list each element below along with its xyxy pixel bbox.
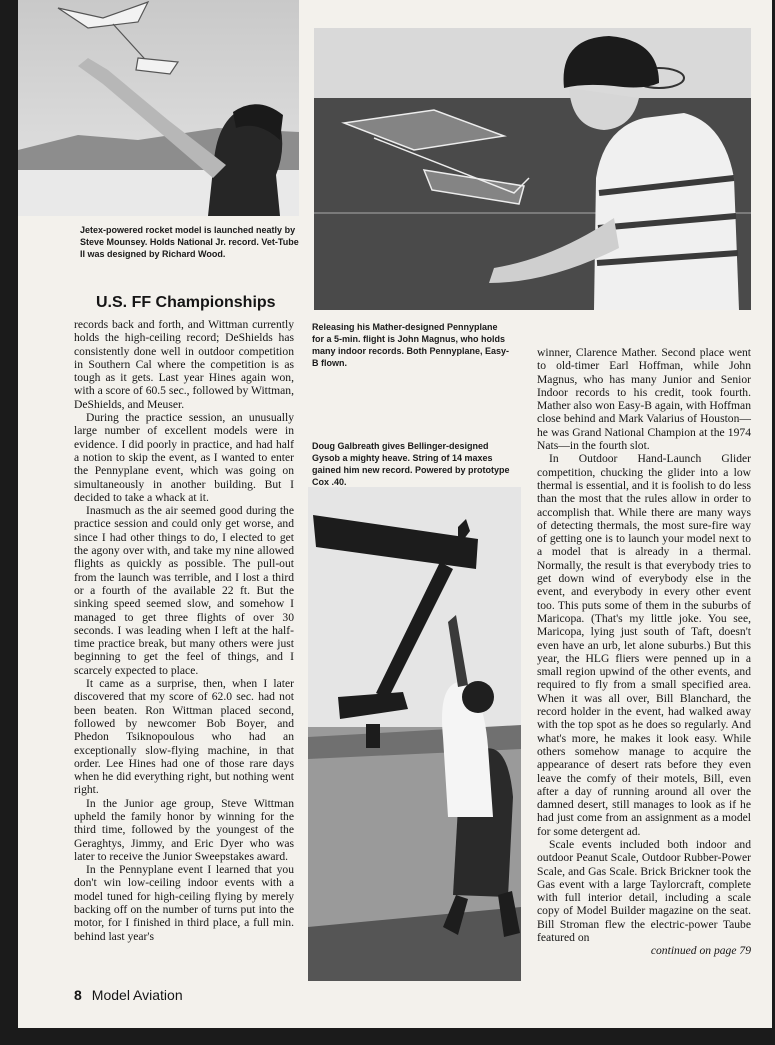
paragraph: During the practice session, an unusually large number of excellent models were in evidence. I did poorly in practice, and had half a notion to skip the event, as I wanted to enter the Pennyplane event, which was going on simultaneously in another building. But I decided to take a whack at it. [74, 411, 294, 504]
pennyplane-illustration [314, 28, 751, 310]
paragraph: It came as a surprise, then, when I later discovered that my score of 62.0 sec. had not been beaten. Ron Wittman placed second, followed by newcomer Bob Boyer, and Phedon Tsiknopoulous who had an exceptionally slow-flying machine, in that order. Lee Hines had one of those rare days when he did everything right, but nothing went right. [74, 677, 294, 797]
paragraph: Scale events included both indoor and outdoor Peanut Scale, Outdoor Rubber-Power Scale, and Gas Scale. Brick Brickner took the Gas event with a large Taylorcraft, complete with full interior detail, including a scale copy of Model Builder magazine on the seat. Bill Stroman flew the electric-power Taube featured on [537, 837, 751, 945]
caption-jetex: Jetex-powered rocket model is launched neatly by Steve Mounsey. Holds National Jr. record. Vet-Tube II was designed by Richard Wood. [80, 225, 299, 259]
photo-magnus-pennyplane [314, 28, 751, 310]
left-column [74, 318, 294, 943]
caption-magnus: Releasing his Mather-designed Pennyplane for a 5-min. flight is John Magnus, who holds many indoor records. Both Pennyplane, Easy-B flown. [312, 322, 510, 368]
gysob-launch-illustration [308, 487, 521, 981]
paragraph: winner, Clarence Mather. Second place went to old-timer Earl Hoffman, while John Magnus, who has many Junior and Senior Indoor records to his credit, took fourth. Mather also won Easy-B again, with Hoffman close behind and Mark Valarius of Houston—he was Grand National Champion at the 1974 Nats—in the fourth slot. [537, 346, 751, 453]
right-column [537, 346, 751, 958]
paragraph: In the Junior age group, Steve Wittman upheld the family honor by winning for the third time, followed by the youngest of the Geraghtys, Jimmy, and Eric Dyer who was later to receive the Junior Sweepstakes award. [74, 796, 294, 863]
page-number: 8 [74, 987, 82, 1003]
magazine-page [18, 0, 772, 1028]
paragraph: In Outdoor Hand-Launch Glider competition, chucking the glider into a low thermal is essential, and it is foolish to do less than the most that the rules allow in order to accomplish that. While there are many ways of detecting thermals, the most sure-fire way of getting one is to launch your model next to a model that is already in a thermal. Normally, the result is that everybody tries to get down wind of everybody else in the event, and everybody in every other event too. This puts some of them in the suburbs of Maricopa. (That's my little joke. You see, Maricopa, lying just south of Taft, doesn't even have an urb, let alone suburbs.) But this year, the HLG fliers were penned up in a small region upwind of the other events, and required to fly from a small specified area. When it was all over, Bill Blanchard, the record holder in the event, had walked away with the top spot as he does so regularly. And what's more, he makes it look easy. While others somehow manage to acquire the appearance of desert rats before they even leave the comfy of their motels, Bill, even after a day of running around all over the damned desert, still manages to look as if he had just come from an assignment as a model for some detergent ad. [537, 452, 751, 838]
photo-galbreath-gysob [308, 487, 521, 981]
magazine-name: Model Aviation [91, 987, 183, 1003]
paragraph: Inasmuch as the air seemed good during the practice session and could only get worse, and since I had other things to do, I elected to get the agony over with, and take my nine allowed flights as quickly as possible. The pull-out from the launch was terrible, and I lost a third or a fourth of the available 22 ft. But the sinking speed seemed slow, and somehow I managed to get three flights of over 30 seconds. I was leading when I left at the half-time practice break, but many others were just beginning to get the feel of things, and I scarcely expected to place. [74, 504, 294, 677]
page-footer [74, 987, 183, 1003]
paragraph: records back and forth, and Wittman currently holds the high-ceiling record; DeShields has consistently done well in outdoor competition in Southern Cal where the competition is as tough as it gets. Last year Hines again won, with a score of 60.5 sec., followed by Wittman, DeShields, and Meuser. [74, 318, 294, 411]
caption-galbreath: Doug Galbreath gives Bellinger-designed Gysob a mighty heave. String of 14 maxes gained him new record. Powered by prototype Cox .40. [312, 441, 510, 487]
article-headline: U.S. FF Championships [96, 294, 276, 311]
continued-note: continued on page 79 [650, 944, 751, 958]
jetex-launch-illustration [18, 0, 299, 216]
paragraph: In the Pennyplane event I learned that you don't win low-ceiling indoor events with a model tuned for high-ceiling flying by merely backing off on the number of turns put into the motor, for I finished in third place, a full min. behind last year's [74, 863, 294, 943]
photo-jetex-launch [18, 0, 299, 216]
